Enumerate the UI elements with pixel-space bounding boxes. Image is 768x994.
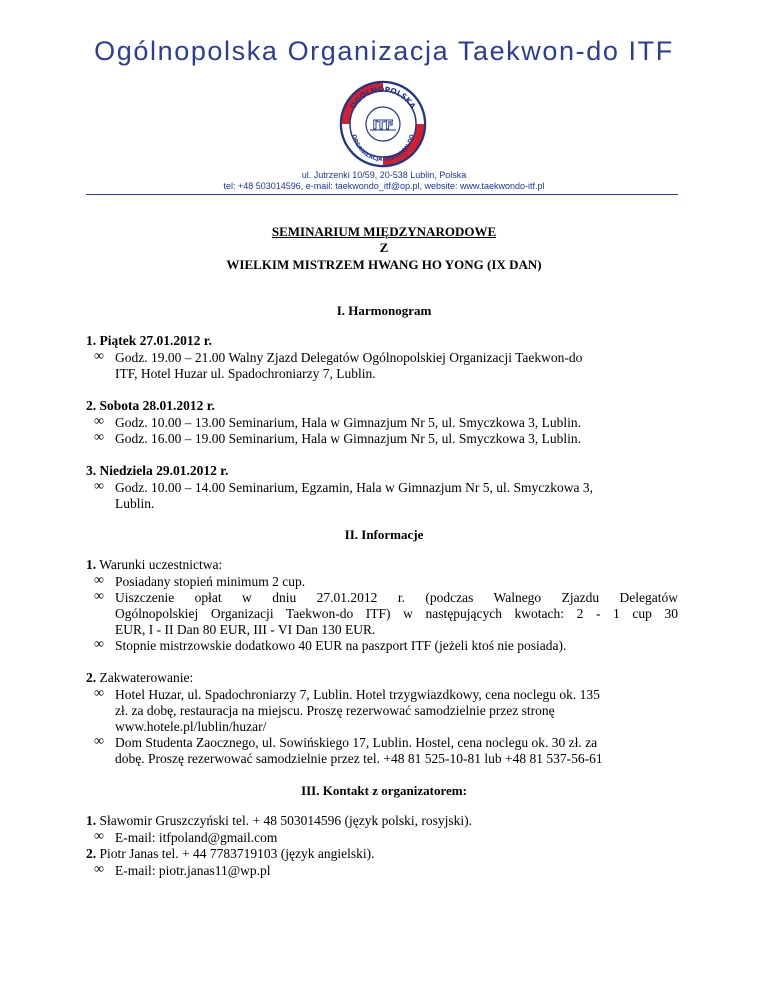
svg-text:OGÓLNOPOLSKA: OGÓLNOPOLSKA — [348, 84, 418, 111]
day-title: Sobota 28.01.2012 r. — [99, 398, 215, 413]
item-number: 1. — [86, 813, 97, 828]
schedule-day-1 — [86, 333, 212, 349]
contact-details: Sławomir Gruszczyński tel. + 48 503014596 (język polski, rosyjski). — [99, 813, 472, 828]
item-title: Warunki uczestnictwa: — [99, 557, 223, 572]
section-heading-information: II. Informacje — [344, 527, 424, 542]
bullet-icon: ∞ — [94, 589, 104, 604]
contact-email[interactable]: E-mail: itfpoland@gmail.com — [115, 830, 278, 845]
accommodation-item: Hotel Huzar, ul. Spadochroniarzy 7, Lublin. Hotel trzygwiazdkowy, cena noclegu ok. 135 — [115, 687, 600, 702]
svg-text:ORGANIZACJA TAEKWON-DO: ORGANIZACJA TAEKWON-DO — [350, 133, 416, 164]
bullet-icon: ∞ — [94, 349, 104, 364]
contact-person-2 — [86, 846, 374, 862]
bullet-icon: ∞ — [94, 430, 104, 445]
contact-details: Piotr Janas tel. + 44 7783719103 (język angielski). — [99, 846, 375, 861]
condition-item-cont: EUR, I - II Dan 80 EUR, III - VI Dan 130 EUR. — [115, 622, 376, 637]
schedule-item: Godz. 10.00 – 13.00 Seminarium, Hala w Gimnazjum Nr 5, ul. Smyczkowa 3, Lublin. — [115, 415, 582, 430]
item-number: 2. — [86, 670, 97, 685]
condition-item: Stopnie mistrzowskie dodatkowo 40 EUR na paszport ITF (jeżeli ktoś nie posiada). — [115, 638, 567, 653]
accommodation-item-cont: dobę. Proszę rezerwować samodzielnie przez tel. +48 81 525-10-81 lub +48 81 537-56-61 — [115, 751, 603, 766]
day-title: Piątek 27.01.2012 r. — [99, 333, 212, 348]
bullet-icon: ∞ — [94, 734, 104, 749]
bullet-icon: ∞ — [94, 479, 104, 494]
bullet-icon: ∞ — [94, 829, 104, 844]
schedule-day-2 — [86, 398, 215, 414]
document-title: SEMINARIUM MIĘDZYNARODOWE — [271, 224, 497, 239]
bullet-icon: ∞ — [94, 686, 104, 701]
accommodation-heading — [86, 670, 193, 686]
accommodation-item-cont: zł. za dobę, restauracja na miejscu. Proszę rezerwować samodzielnie przez stronę — [115, 703, 555, 718]
schedule-item: Godz. 19.00 – 21.00 Walny Zjazd Delegatów Ogólnopolskiej Organizacji Taekwon-do — [115, 350, 583, 365]
item-number: 1. — [86, 557, 97, 572]
itf-logo — [338, 80, 428, 168]
bullet-icon: ∞ — [94, 573, 104, 588]
accommodation-item: Dom Studenta Zaocznego, ul. Sowińskiego 17, Lublin. Hostel, cena noclegu ok. 30 zł. za — [115, 735, 598, 750]
day-number: 1. — [86, 333, 97, 348]
contact-person-1 — [86, 813, 472, 829]
schedule-item: Godz. 10.00 – 14.00 Seminarium, Egzamin, Hala w Gimnazjum Nr 5, ul. Smyczkowa 3, — [115, 480, 594, 495]
section-heading-schedule: I. Harmonogram — [336, 303, 432, 318]
item-title: Zakwaterowanie: — [99, 670, 194, 685]
schedule-item: Godz. 16.00 – 19.00 Seminarium, Hala w Gimnazjum Nr 5, ul. Smyczkowa 3, Lublin. — [115, 431, 582, 446]
bullet-icon: ∞ — [94, 637, 104, 652]
accommodation-link[interactable]: www.hotele.pl/lublin/huzar/ — [115, 719, 267, 734]
condition-item: Posiadany stopień minimum 2 cup. — [115, 574, 306, 589]
condition-item: Uiszczenie opłat w dniu 27.01.2012 r. (podczas Walnego Zjazdu Delegatów — [115, 590, 678, 605]
organization-name: Ogólnopolska Organizacja Taekwon-do ITF — [94, 36, 674, 66]
condition-item-cont: Ogólnopolskiej Organizacji Taekwon-do ITF) w następujących kwotach: 2 - 1 cup 30 — [115, 606, 678, 621]
schedule-item-cont: Lublin. — [115, 496, 155, 511]
organization-address: ul. Jutrzenki 10/59, 20-538 Lublin, Polska — [301, 170, 467, 180]
day-title: Niedziela 29.01.2012 r. — [99, 463, 229, 478]
schedule-item-cont: ITF, Hotel Huzar ul. Spadochroniarzy 7, Lublin. — [115, 366, 376, 381]
day-number: 2. — [86, 398, 97, 413]
organization-contact: tel: +48 503014596, e-mail: taekwondo_itf@op.pl, website: www.taekwondo-itf.pl — [223, 181, 545, 191]
bullet-icon: ∞ — [94, 862, 104, 877]
document-title-connector: Z — [379, 240, 389, 255]
svg-text:ITF: ITF — [372, 118, 394, 132]
header-divider — [86, 194, 678, 195]
conditions-heading — [86, 557, 222, 573]
contact-email[interactable]: E-mail: piotr.janas11@wp.pl — [115, 863, 271, 878]
item-number: 2. — [86, 846, 97, 861]
document-subtitle: WIELKIM MISTRZEM HWANG HO YONG (IX DAN) — [226, 257, 542, 272]
section-heading-contact: III. Kontakt z organizatorem: — [301, 783, 467, 798]
day-number: 3. — [86, 463, 97, 478]
bullet-icon: ∞ — [94, 414, 104, 429]
schedule-day-3 — [86, 463, 228, 479]
